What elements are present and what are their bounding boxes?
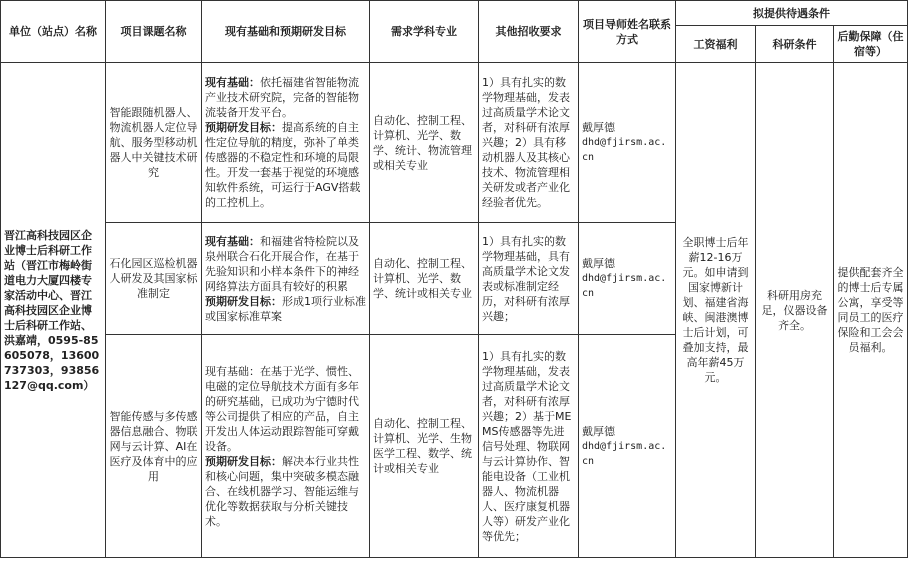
- goals-cell: [202, 223, 370, 335]
- goal-text: 提高系统的自主性定位导航的精度，弥补了单类传感器的不稳定性和环境的局限性。开发一套基于视觉的环境感知软件系统，可运行于AGV搭载的工控机上。: [205, 121, 361, 209]
- advisor-cell: [579, 335, 676, 558]
- goal-text: 形成1项行业标准或国家标准草案: [205, 294, 366, 323]
- advisor-email: dhd@fjirsm.ac.cn: [582, 440, 667, 467]
- project-title-cell: 智能传感与多传感器信息融合、物联网与云计算、AI在医疗及体育中的应用: [106, 335, 202, 558]
- goals-cell: [202, 335, 370, 558]
- header-other: 其他招收要求: [479, 1, 579, 63]
- basis-label: 现有基础：: [205, 234, 260, 248]
- unit-name-cell: 晋江高科技园区企业博士后科研工作站（晋江市梅岭街道电力大厦四楼专家活动中心、晋江高科技园区企业博士后科研工作站、洪嘉靖，0595-85605078，13600737303，93856127@qq.com）: [1, 63, 106, 558]
- project-title-cell: 石化园区巡检机器人研发及其国家标准制定: [106, 223, 202, 335]
- salary-cell: 全职博士后年薪12-16万元。如申请到国家博新计划、福建省海峡、闽港澳博士后计划，可叠加支持，最高年薪45万元。: [676, 63, 756, 558]
- header-unit: 单位（站点）名称: [1, 1, 106, 63]
- basis-text: 依托福建省智能物流产业技术研究院，完备的智能物流装备开发平台。: [205, 76, 359, 119]
- discipline-cell: 自动化、控制工程、计算机、光学、数学、统计、物流管理或相关专业: [370, 63, 479, 223]
- basis-label: 现有基础：: [205, 76, 260, 89]
- goal-label: 预期研发目标：: [205, 121, 282, 134]
- table-row: [1, 63, 908, 223]
- header-goals: 现有基础和预期研发目标: [202, 1, 370, 63]
- goal-text: 解决本行业共性和核心问题，集中突破多模态融合、在线机器学习、智能运维与优化等数据获取与分析关键技术。: [205, 454, 359, 528]
- other-requirements-cell: 1）具有扎实的数学物理基础，发表过高质量学术论文者，对科研有浓厚兴趣；2）具有移动机器人及其核心技术、物流管理相关研发或者产业化经验者优先。: [479, 63, 579, 223]
- other-requirements-cell: 1）具有扎实的数学物理基础，发表过高质量学术论文者，对科研有浓厚兴趣；2）基于MEMS传感器等先进信号处理、物联网与云计算协作、智能电设备（工业机器人、物流机器人、医疗康复机器人等）研发产业化等优先；: [479, 335, 579, 558]
- advisor-name: 戴厚德: [582, 424, 615, 438]
- advisor-name: 戴厚德: [582, 257, 615, 270]
- discipline-cell: 自动化、控制工程、计算机、光学、生物医学工程、数学、统计或相关专业: [370, 335, 479, 558]
- project-title-cell: 智能跟随机器人、物流机器人定位导航、服务型移动机器人中关键技术研究: [106, 63, 202, 223]
- header-salary: 工资福利: [676, 26, 756, 63]
- header-project: 项目课题名称: [106, 1, 202, 63]
- basis-text: 在基于光学、惯性、电磁的定位导航技术方面有多年的研究基础，已成功为宁德时代等公司提供了相应的产品，自主开发出人体运动跟踪智能可穿戴设备。: [205, 364, 359, 453]
- goals-cell: [202, 63, 370, 223]
- advisor-email: dhd@fjirsm.ac.cn: [582, 137, 667, 163]
- header-logistics: 后勤保障（住宿等）: [834, 26, 908, 63]
- header-advisor: 项目导师姓名联系方式: [579, 1, 676, 63]
- advisor-cell: [579, 223, 676, 335]
- discipline-cell: 自动化、控制工程、计算机、光学、数学、统计或相关专业: [370, 223, 479, 335]
- logistics-cell: 提供配套齐全的博士后专属公寓，享受等同员工的医疗保险和工会会员福利。: [834, 63, 908, 558]
- header-discipline: 需求学科专业: [370, 1, 479, 63]
- basis-label: 现有基础：: [205, 364, 260, 378]
- basis-text: 和福建省特检院以及泉州联合石化开展合作，在基于先验知识和小样本条件下的神经网络算法方面具有较好的积累: [205, 234, 359, 293]
- advisor-name: 戴厚德: [582, 121, 615, 134]
- header-benefits: 拟提供待遇条件: [676, 1, 908, 26]
- advisor-cell: [579, 63, 676, 223]
- header-research: 科研条件: [756, 26, 834, 63]
- advisor-email: dhd@fjirsm.ac.cn: [582, 273, 667, 299]
- research-cell: 科研用房充足，仪器设备齐全。: [756, 63, 834, 558]
- goal-label: 预期研发目标：: [205, 454, 282, 468]
- goal-label: 预期研发目标：: [205, 294, 282, 308]
- other-requirements-cell: 1）具有扎实的数学物理基础，具有高质量学术论文发表或标准制定经历，对科研有浓厚兴趣；: [479, 223, 579, 335]
